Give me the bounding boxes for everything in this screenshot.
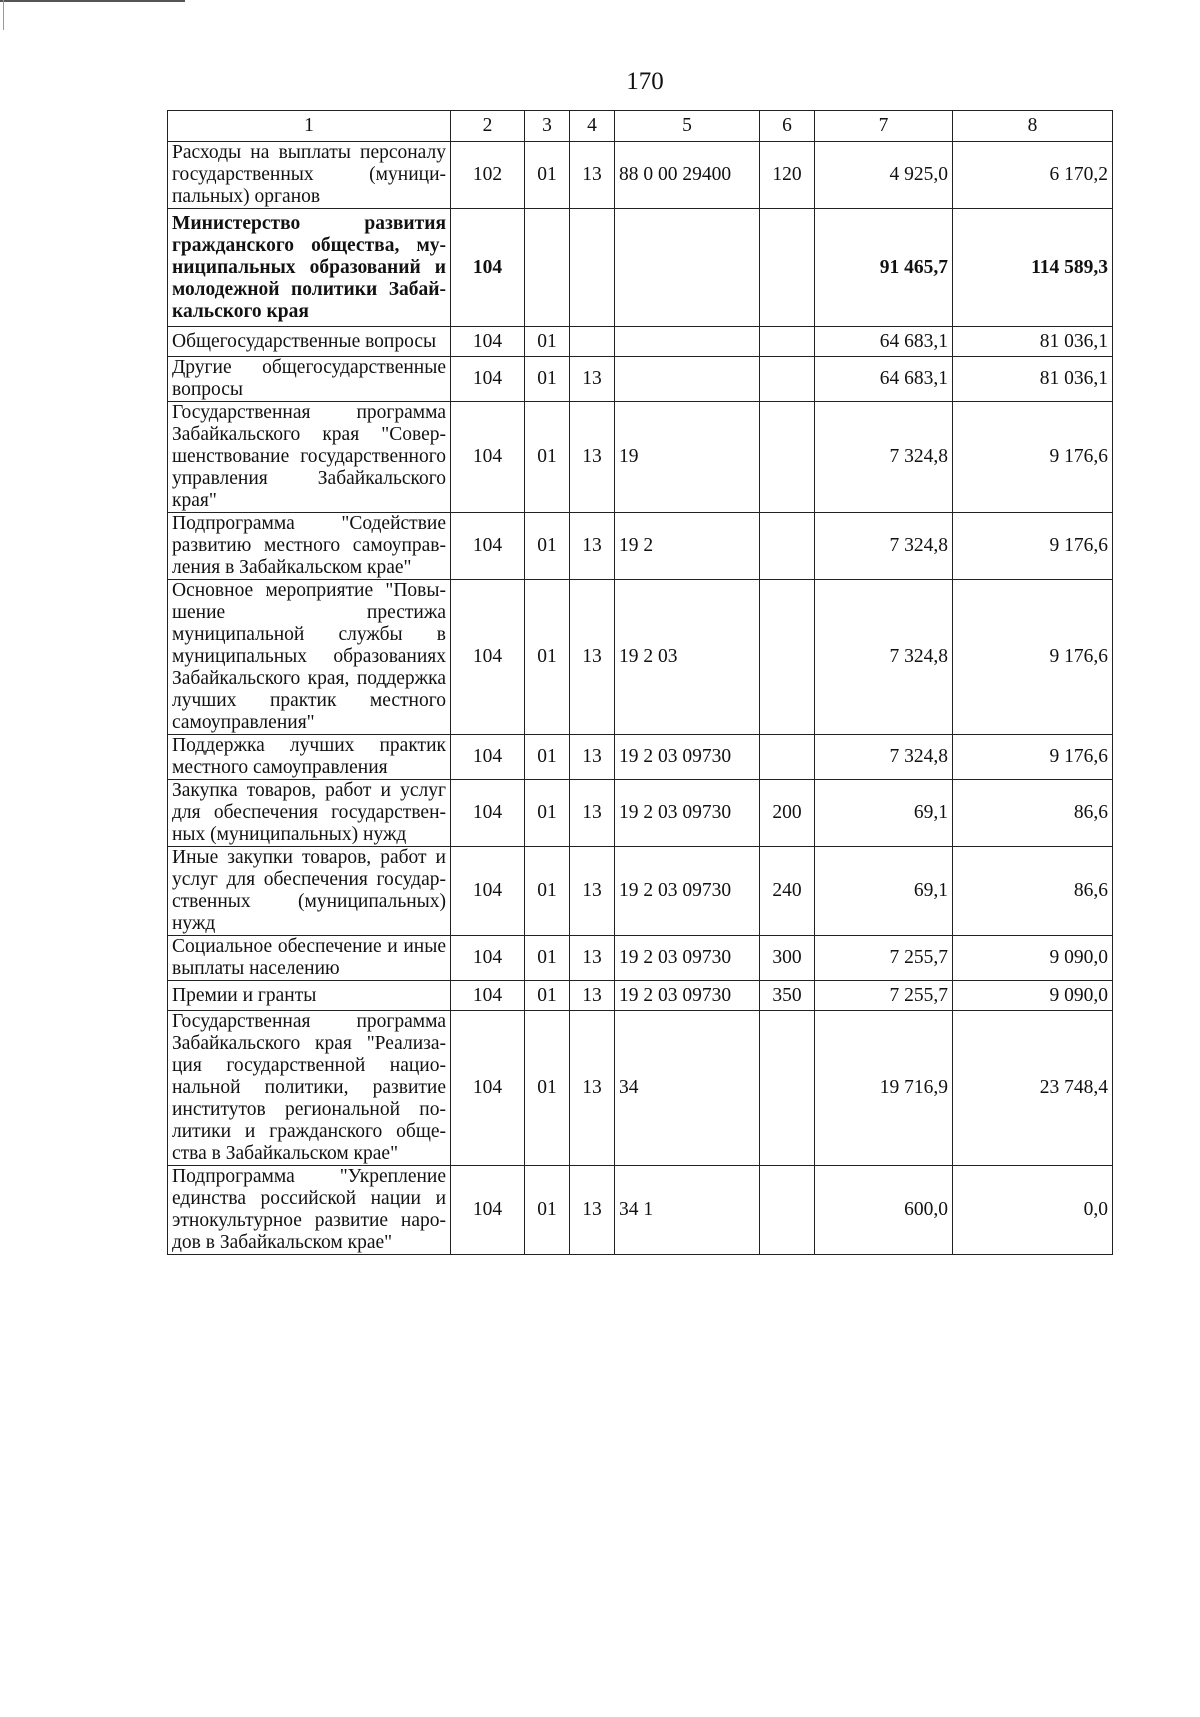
row-expense-type-cell bbox=[760, 209, 815, 327]
row-amount-year2-cell: 86,6 bbox=[953, 780, 1113, 847]
row-subsection-cell: 13 bbox=[570, 357, 615, 402]
row-section-cell: 01 bbox=[525, 142, 570, 209]
table-row bbox=[168, 847, 1113, 936]
row-amount-year2-cell: 6 170,2 bbox=[953, 142, 1113, 209]
row-section-cell: 01 bbox=[525, 936, 570, 981]
row-target-article-cell: 88 0 00 29400 bbox=[615, 142, 760, 209]
table-row bbox=[168, 735, 1113, 780]
row-amount-year2-cell: 86,6 bbox=[953, 847, 1113, 936]
row-name-cell: Поддержка лучших практик местного самоуправления bbox=[168, 735, 451, 780]
row-name-cell: Общегосударственные вопросы bbox=[168, 327, 451, 357]
row-amount-year2-cell: 114 589,3 bbox=[953, 209, 1113, 327]
row-expense-type-cell bbox=[760, 735, 815, 780]
row-amount-year2-cell: 9 090,0 bbox=[953, 936, 1113, 981]
row-name-cell: Государственная программа Забайкальского края "Реализация государственной национальной политики, развитие институтов региональной политики и гражданского общества в Забайкальском крае" bbox=[168, 1011, 451, 1166]
row-name-cell: Премии и гранты bbox=[168, 981, 451, 1011]
row-amount-year1-cell: 4 925,0 bbox=[815, 142, 953, 209]
row-subsection-cell: 13 bbox=[570, 780, 615, 847]
row-amount-year2-cell: 9 176,6 bbox=[953, 402, 1113, 513]
row-amount-year2-cell: 23 748,4 bbox=[953, 1011, 1113, 1166]
row-name-cell: Подпрограмма "Содействие развитию местного самоуправления в Забайкальском крае" bbox=[168, 513, 451, 580]
row-name-cell: Подпрограмма "Укрепление единства российской нации и этнокультурное развитие народов в Забайкальском крае" bbox=[168, 1166, 451, 1255]
row-code-cell: 104 bbox=[451, 327, 525, 357]
row-code-cell: 104 bbox=[451, 1011, 525, 1166]
table-header-row bbox=[168, 111, 1113, 142]
table-row bbox=[168, 513, 1113, 580]
row-target-article-cell bbox=[615, 327, 760, 357]
row-target-article-cell: 19 bbox=[615, 402, 760, 513]
row-amount-year2-cell: 9 176,6 bbox=[953, 735, 1113, 780]
row-amount-year2-cell: 0,0 bbox=[953, 1166, 1113, 1255]
row-subsection-cell: 13 bbox=[570, 513, 615, 580]
table-row bbox=[168, 780, 1113, 847]
row-name-cell: Другие общегосударственные вопросы bbox=[168, 357, 451, 402]
row-subsection-cell bbox=[570, 327, 615, 357]
table-row bbox=[168, 142, 1113, 209]
row-section-cell: 01 bbox=[525, 780, 570, 847]
row-section-cell: 01 bbox=[525, 1166, 570, 1255]
column-header: 2 bbox=[451, 111, 525, 142]
row-expense-type-cell bbox=[760, 402, 815, 513]
table-row bbox=[168, 327, 1113, 357]
row-amount-year2-cell: 9 176,6 bbox=[953, 580, 1113, 735]
row-amount-year2-cell: 9 090,0 bbox=[953, 981, 1113, 1011]
row-amount-year1-cell: 64 683,1 bbox=[815, 327, 953, 357]
table-row bbox=[168, 1166, 1113, 1255]
row-subsection-cell: 13 bbox=[570, 1011, 615, 1166]
row-amount-year1-cell: 7 324,8 bbox=[815, 402, 953, 513]
page-number: 170 bbox=[626, 68, 664, 95]
row-amount-year1-cell: 91 465,7 bbox=[815, 209, 953, 327]
row-amount-year1-cell: 69,1 bbox=[815, 847, 953, 936]
row-section-cell: 01 bbox=[525, 402, 570, 513]
row-section-cell: 01 bbox=[525, 981, 570, 1011]
row-name-cell: Иные закупки товаров, работ и услуг для обеспечения государственных (муниципальных) нужд bbox=[168, 847, 451, 936]
scan-edge-mark bbox=[3, 0, 4, 30]
column-header: 6 bbox=[760, 111, 815, 142]
row-code-cell: 104 bbox=[451, 1166, 525, 1255]
table-body bbox=[168, 142, 1113, 1255]
row-subsection-cell: 13 bbox=[570, 936, 615, 981]
row-target-article-cell: 19 2 03 09730 bbox=[615, 847, 760, 936]
row-amount-year1-cell: 7 255,7 bbox=[815, 981, 953, 1011]
row-expense-type-cell bbox=[760, 327, 815, 357]
row-target-article-cell: 19 2 03 09730 bbox=[615, 735, 760, 780]
column-header: 5 bbox=[615, 111, 760, 142]
row-code-cell: 104 bbox=[451, 847, 525, 936]
row-code-cell: 104 bbox=[451, 780, 525, 847]
row-name-cell: Министерство развития гражданского общества, муниципальных образований и молодежной политики Забайкальского края bbox=[168, 209, 451, 327]
row-name-cell: Закупка товаров, работ и услуг для обеспечения государственных (муниципальных) нужд bbox=[168, 780, 451, 847]
table-row bbox=[168, 402, 1113, 513]
row-target-article-cell: 34 1 bbox=[615, 1166, 760, 1255]
row-amount-year1-cell: 7 255,7 bbox=[815, 936, 953, 981]
row-expense-type-cell: 120 bbox=[760, 142, 815, 209]
row-target-article-cell: 19 2 03 bbox=[615, 580, 760, 735]
row-target-article-cell: 19 2 03 09730 bbox=[615, 981, 760, 1011]
column-header: 8 bbox=[953, 111, 1113, 142]
row-section-cell: 01 bbox=[525, 357, 570, 402]
row-target-article-cell bbox=[615, 357, 760, 402]
row-expense-type-cell bbox=[760, 357, 815, 402]
column-header: 1 bbox=[168, 111, 451, 142]
row-subsection-cell: 13 bbox=[570, 735, 615, 780]
table-row bbox=[168, 580, 1113, 735]
row-code-cell: 104 bbox=[451, 735, 525, 780]
row-section-cell: 01 bbox=[525, 847, 570, 936]
row-section-cell: 01 bbox=[525, 735, 570, 780]
row-subsection-cell: 13 bbox=[570, 142, 615, 209]
table-row bbox=[168, 357, 1113, 402]
row-expense-type-cell bbox=[760, 1166, 815, 1255]
row-expense-type-cell bbox=[760, 513, 815, 580]
row-section-cell: 01 bbox=[525, 1011, 570, 1166]
row-target-article-cell bbox=[615, 209, 760, 327]
row-name-cell: Основное мероприятие "Повышение престижа муниципальной службы в муниципальных образованиях Забайкальского края, поддержка лучших практик местного самоуправления" bbox=[168, 580, 451, 735]
column-header: 3 bbox=[525, 111, 570, 142]
row-code-cell: 104 bbox=[451, 209, 525, 327]
row-expense-type-cell: 200 bbox=[760, 780, 815, 847]
row-section-cell: 01 bbox=[525, 327, 570, 357]
row-target-article-cell: 19 2 bbox=[615, 513, 760, 580]
row-amount-year1-cell: 19 716,9 bbox=[815, 1011, 953, 1166]
row-expense-type-cell: 350 bbox=[760, 981, 815, 1011]
row-target-article-cell: 19 2 03 09730 bbox=[615, 780, 760, 847]
row-subsection-cell: 13 bbox=[570, 847, 615, 936]
row-subsection-cell: 13 bbox=[570, 981, 615, 1011]
row-subsection-cell bbox=[570, 209, 615, 327]
row-expense-type-cell: 300 bbox=[760, 936, 815, 981]
row-target-article-cell: 34 bbox=[615, 1011, 760, 1166]
row-amount-year1-cell: 7 324,8 bbox=[815, 513, 953, 580]
row-subsection-cell: 13 bbox=[570, 580, 615, 735]
row-amount-year1-cell: 7 324,8 bbox=[815, 580, 953, 735]
row-target-article-cell: 19 2 03 09730 bbox=[615, 936, 760, 981]
row-expense-type-cell bbox=[760, 580, 815, 735]
column-header: 7 bbox=[815, 111, 953, 142]
row-section-cell bbox=[525, 209, 570, 327]
row-code-cell: 104 bbox=[451, 580, 525, 735]
row-amount-year2-cell: 9 176,6 bbox=[953, 513, 1113, 580]
row-name-cell: Расходы на выплаты персоналу государственных (муниципальных) органов bbox=[168, 142, 451, 209]
table-row bbox=[168, 1011, 1113, 1166]
row-expense-type-cell bbox=[760, 1011, 815, 1166]
row-code-cell: 102 bbox=[451, 142, 525, 209]
row-code-cell: 104 bbox=[451, 513, 525, 580]
row-amount-year1-cell: 600,0 bbox=[815, 1166, 953, 1255]
row-subsection-cell: 13 bbox=[570, 1166, 615, 1255]
table-row bbox=[168, 981, 1113, 1011]
row-section-cell: 01 bbox=[525, 580, 570, 735]
scan-border-line bbox=[0, 0, 185, 2]
row-section-cell: 01 bbox=[525, 513, 570, 580]
row-name-cell: Государственная программа Забайкальского края "Совершенствование государственного управления Забайкальского края" bbox=[168, 402, 451, 513]
row-code-cell: 104 bbox=[451, 402, 525, 513]
row-code-cell: 104 bbox=[451, 981, 525, 1011]
column-header: 4 bbox=[570, 111, 615, 142]
budget-table bbox=[167, 110, 1113, 1255]
row-code-cell: 104 bbox=[451, 357, 525, 402]
row-code-cell: 104 bbox=[451, 936, 525, 981]
row-amount-year2-cell: 81 036,1 bbox=[953, 327, 1113, 357]
row-subsection-cell: 13 bbox=[570, 402, 615, 513]
row-amount-year1-cell: 64 683,1 bbox=[815, 357, 953, 402]
table-row bbox=[168, 936, 1113, 981]
row-amount-year2-cell: 81 036,1 bbox=[953, 357, 1113, 402]
row-amount-year1-cell: 7 324,8 bbox=[815, 735, 953, 780]
row-expense-type-cell: 240 bbox=[760, 847, 815, 936]
table-row bbox=[168, 209, 1113, 327]
row-name-cell: Социальное обеспечение и иные выплаты населению bbox=[168, 936, 451, 981]
row-amount-year1-cell: 69,1 bbox=[815, 780, 953, 847]
